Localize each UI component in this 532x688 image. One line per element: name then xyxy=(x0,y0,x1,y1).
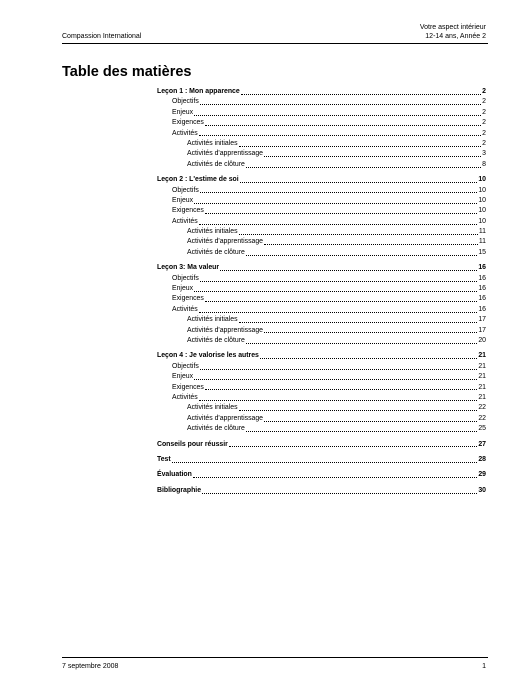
toc-entry-label: Exigences xyxy=(172,119,204,127)
toc-entry-label: Activités d'apprentissage xyxy=(187,414,264,422)
toc-entry-label: Activités initiales xyxy=(187,316,238,324)
toc-entry-label: Enjeux xyxy=(172,196,194,204)
header-divider xyxy=(62,43,488,44)
toc-entry-page: 10 xyxy=(478,186,486,194)
toc-entry-label: Activités xyxy=(172,129,198,137)
toc-dot-leader xyxy=(205,125,481,126)
toc-entry-level-2[interactable] xyxy=(157,305,486,315)
toc-entry-page: 22 xyxy=(478,414,486,422)
toc-entry-label: Activités initiales xyxy=(187,228,238,236)
toc-entry-page: 30 xyxy=(478,486,486,494)
toc-entry-page: 16 xyxy=(478,295,486,303)
toc-entry-page: 21 xyxy=(478,383,486,391)
toc-dot-leader xyxy=(194,291,477,292)
toc-entry-page: 21 xyxy=(478,352,486,360)
toc-dot-leader xyxy=(264,421,477,422)
toc-entry-level-3[interactable] xyxy=(157,160,486,170)
toc-entry-level-2[interactable] xyxy=(157,393,486,403)
toc-dot-leader xyxy=(193,477,477,478)
footer-page-number: 1 xyxy=(482,663,486,670)
toc-entry-label: Test xyxy=(157,455,171,463)
toc-entry-level-2[interactable] xyxy=(157,118,486,128)
toc-dot-leader xyxy=(194,379,477,380)
header-course-title: Votre aspect intérieur xyxy=(419,24,486,31)
toc-dot-leader xyxy=(229,446,477,447)
toc-entry-label: Exigences xyxy=(172,295,204,303)
toc-entry-page: 27 xyxy=(478,440,486,448)
toc-dot-leader xyxy=(202,493,477,494)
toc-entry-page: 2 xyxy=(482,119,486,127)
toc-entry-label: Activités initiales xyxy=(187,404,238,412)
toc-entry-label: Évaluation xyxy=(157,471,192,479)
toc-entry-level-2[interactable] xyxy=(157,186,486,196)
toc-entry-label: Activités d'apprentissage xyxy=(187,326,264,334)
toc-entry-level-3[interactable] xyxy=(157,149,486,159)
toc-dot-leader xyxy=(240,182,478,183)
toc-entry-label: Exigences xyxy=(172,207,204,215)
toc-entry-level-1[interactable] xyxy=(157,470,486,480)
toc-entry-label: Activités xyxy=(172,217,198,225)
toc-dot-leader xyxy=(199,312,478,313)
toc-entry-level-1[interactable] xyxy=(157,263,486,273)
toc-entry-label: Conseils pour réussir xyxy=(157,440,228,448)
toc-dot-leader xyxy=(200,192,478,193)
toc-entry-label: Leçon 4 : Je valorise les autres xyxy=(157,352,259,360)
toc-entry-label: Objectifs xyxy=(172,98,199,106)
toc-entry-page: 10 xyxy=(478,207,486,215)
toc-entry-page: 2 xyxy=(482,98,486,106)
toc-dot-leader xyxy=(246,255,477,256)
toc-entry-page: 17 xyxy=(478,326,486,334)
toc-entry-page: 11 xyxy=(478,238,486,246)
toc-entry-level-3[interactable] xyxy=(157,227,486,237)
toc-dot-leader xyxy=(264,332,477,333)
header-course-level: 12-14 ans, Année 2 xyxy=(425,33,486,40)
toc-entry-level-3[interactable] xyxy=(157,414,486,424)
toc-entry-level-2[interactable] xyxy=(157,383,486,393)
toc-entry-page: 10 xyxy=(478,217,486,225)
toc-entry-label: Activités de clôture xyxy=(187,336,245,344)
toc-entry-level-3[interactable] xyxy=(157,315,486,325)
toc-entry-label: Objectifs xyxy=(172,274,199,282)
footer-date: 7 septembre 2008 xyxy=(62,663,119,670)
toc-entry-label: Leçon 2 : L'estime de soi xyxy=(157,176,239,184)
toc-entry-page: 21 xyxy=(478,373,486,381)
toc-entry-label: Activités d'apprentissage xyxy=(187,238,264,246)
toc-dot-leader xyxy=(239,234,478,235)
toc-dot-leader xyxy=(205,213,478,214)
toc-entry-level-2[interactable] xyxy=(157,362,486,372)
toc-entry-level-2[interactable] xyxy=(157,97,486,107)
toc-dot-leader xyxy=(205,301,478,302)
toc-dot-leader xyxy=(260,358,477,359)
toc-entry-level-2[interactable] xyxy=(157,274,486,284)
footer-divider xyxy=(62,657,488,658)
toc-entry-page: 2 xyxy=(482,139,486,147)
toc-entry-page: 21 xyxy=(478,393,486,401)
toc-entry-level-1[interactable] xyxy=(157,486,486,496)
toc-title: Table des matières xyxy=(62,64,192,80)
toc-entry-level-1[interactable] xyxy=(157,351,486,361)
toc-entry-level-2[interactable] xyxy=(157,372,486,382)
toc-entry-page: 15 xyxy=(478,248,486,256)
toc-entry-level-2[interactable] xyxy=(157,284,486,294)
toc-dot-leader xyxy=(200,369,478,370)
toc-dot-leader xyxy=(239,322,478,323)
toc-dot-leader xyxy=(172,462,478,463)
toc-dot-leader xyxy=(220,270,477,271)
toc-dot-leader xyxy=(246,431,477,432)
toc-dot-leader xyxy=(199,135,482,136)
toc-entry-page: 25 xyxy=(478,425,486,433)
toc-entry-page: 10 xyxy=(478,196,486,204)
toc-entry-label: Activités de clôture xyxy=(187,160,245,168)
toc-entry-page: 22 xyxy=(478,404,486,412)
toc-dot-leader xyxy=(199,224,478,225)
toc-entry-page: 2 xyxy=(482,88,486,95)
toc-entry-page: 21 xyxy=(478,362,486,370)
toc-entry-label: Activités d'apprentissage xyxy=(187,150,264,158)
toc-entry-level-3[interactable] xyxy=(157,139,486,149)
toc-entry-page: 3 xyxy=(482,150,486,158)
toc-dot-leader xyxy=(194,203,477,204)
toc-entry-page: 29 xyxy=(478,471,486,479)
toc-entry-label: Bibliographie xyxy=(157,486,202,494)
toc-entry-label: Enjeux xyxy=(172,285,194,293)
toc-dot-leader xyxy=(264,244,478,245)
toc-dot-leader xyxy=(200,281,478,282)
toc-entry-page: 16 xyxy=(478,274,486,282)
toc-entry-label: Leçon 1 : Mon apparence xyxy=(157,88,240,95)
toc-entry-label: Activités de clôture xyxy=(187,248,245,256)
toc-entry-label: Activités xyxy=(172,305,198,313)
toc-entry-level-3[interactable] xyxy=(157,248,486,258)
toc-entry-label: Exigences xyxy=(172,383,204,391)
toc-entry-level-3[interactable] xyxy=(157,326,486,336)
toc-dot-leader xyxy=(246,167,481,168)
toc-entry-page: 2 xyxy=(482,108,486,116)
toc-entry-level-2[interactable] xyxy=(157,217,486,227)
header-course-info xyxy=(420,23,486,41)
toc-entry-label: Leçon 3: Ma valeur xyxy=(157,264,220,272)
toc-entry-level-1[interactable] xyxy=(157,175,486,185)
toc-dot-leader xyxy=(239,410,478,411)
toc-entry-label: Objectifs xyxy=(172,362,199,370)
toc-entry-label: Enjeux xyxy=(172,373,194,381)
toc-entry-label: Activités de clôture xyxy=(187,425,245,433)
toc-entry-label: Objectifs xyxy=(172,186,199,194)
table-of-contents xyxy=(157,87,486,496)
toc-entry-page: 17 xyxy=(478,316,486,324)
toc-dot-leader xyxy=(199,400,478,401)
toc-entry-level-3[interactable] xyxy=(157,237,486,247)
header-organization: Compassion International xyxy=(62,33,142,40)
toc-entry-level-2[interactable] xyxy=(157,294,486,304)
toc-entry-label: Activités xyxy=(172,393,198,401)
toc-entry-page: 8 xyxy=(482,160,486,168)
toc-entry-label: Enjeux xyxy=(172,108,194,116)
toc-entry-level-2[interactable] xyxy=(157,196,486,206)
toc-dot-leader xyxy=(205,389,478,390)
toc-entry-level-3[interactable] xyxy=(157,424,486,434)
toc-dot-leader xyxy=(264,156,481,157)
toc-dot-leader xyxy=(194,115,481,116)
toc-dot-leader xyxy=(241,94,481,95)
toc-dot-leader xyxy=(239,146,482,147)
toc-entry-level-2[interactable] xyxy=(157,108,486,118)
toc-entry-level-2[interactable] xyxy=(157,206,486,216)
toc-entry-page: 16 xyxy=(478,285,486,293)
toc-entry-level-2[interactable] xyxy=(157,129,486,139)
toc-entry-page: 20 xyxy=(478,336,486,344)
toc-entry-page: 2 xyxy=(482,129,486,137)
toc-entry-page: 10 xyxy=(478,176,486,184)
toc-entry-page: 16 xyxy=(478,264,486,272)
toc-entry-level-3[interactable] xyxy=(157,336,486,346)
toc-dot-leader xyxy=(246,343,477,344)
toc-entry-level-3[interactable] xyxy=(157,403,486,413)
toc-entry-page: 11 xyxy=(478,228,486,236)
toc-entry-level-1[interactable] xyxy=(157,440,486,450)
toc-entry-label: Activités initiales xyxy=(187,139,238,147)
toc-entry-level-1[interactable] xyxy=(157,455,486,465)
toc-dot-leader xyxy=(200,104,481,105)
toc-entry-page: 16 xyxy=(478,305,486,313)
toc-entry-level-1[interactable] xyxy=(157,87,486,97)
toc-entry-page: 28 xyxy=(478,455,486,463)
